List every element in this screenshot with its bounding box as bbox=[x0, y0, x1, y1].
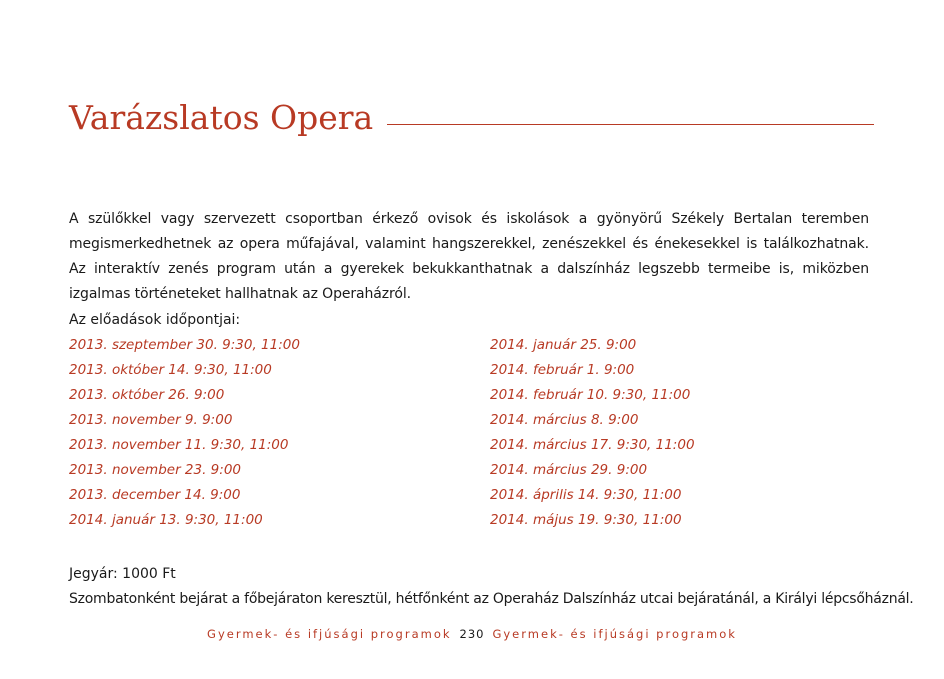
intro-paragraph bbox=[69, 207, 869, 307]
dates-heading: Az előadások időpontjai: bbox=[69, 312, 241, 328]
ticket-price: Jegyár: 1000 Ft bbox=[69, 566, 176, 582]
date-item: 2013. november 23. 9:00 bbox=[69, 462, 241, 478]
date-item: 2014. március 29. 9:00 bbox=[490, 462, 648, 478]
date-item: 2014. április 14. 9:30, 11:00 bbox=[490, 487, 682, 503]
date-item: 2014. március 8. 9:00 bbox=[490, 412, 639, 428]
date-item: 2014. március 17. 9:30, 11:00 bbox=[490, 437, 695, 453]
page-number: 230 bbox=[459, 627, 485, 641]
page-footer bbox=[0, 624, 944, 644]
date-item: 2014. február 10. 9:30, 11:00 bbox=[490, 387, 691, 403]
dates-list-left bbox=[69, 333, 300, 533]
title-rule bbox=[387, 124, 874, 125]
page-title: Varázslatos Opera bbox=[69, 98, 374, 137]
date-item: 2014. január 13. 9:30, 11:00 bbox=[69, 512, 263, 528]
date-item: 2013. október 26. 9:00 bbox=[69, 387, 225, 403]
date-item: 2013. szeptember 30. 9:30, 11:00 bbox=[69, 337, 300, 353]
date-item: 2013. november 11. 9:30, 11:00 bbox=[69, 437, 289, 453]
date-item: 2014. február 1. 9:00 bbox=[490, 362, 635, 378]
intro-text: A szülőkkel vagy szervezett csoportban érkező ovisok és iskolások a gyönyörű Székely Bertalan teremben megismerkedhetnek az opera műfajával, valamint hangszerekkel, zenészekkel és énekesekkel is találkozhatnak. Az interaktív zenés program után a gyerekek bekukkanthatnak a dalszínház legszebb termeibe is, miközben izgalmas történeteket hallhatnak az Operaházról. bbox=[69, 211, 869, 302]
date-item: 2013. október 14. 9:30, 11:00 bbox=[69, 362, 272, 378]
dates-list-right bbox=[490, 333, 695, 533]
date-item: 2014. január 25. 9:00 bbox=[490, 337, 637, 353]
footer-section-right: Gyermek- és ifjúsági programok bbox=[492, 627, 737, 641]
entrance-info: Szombatonként bejárat a főbejáraton keresztül, hétfőnként az Operaház Dalszínház utcai bejáratánál, a Királyi lépcsőháznál. bbox=[69, 591, 914, 607]
title-row bbox=[69, 88, 874, 138]
date-item: 2013. december 14. 9:00 bbox=[69, 487, 241, 503]
footer-section-left: Gyermek- és ifjúsági programok bbox=[207, 627, 452, 641]
date-item: 2014. május 19. 9:30, 11:00 bbox=[490, 512, 682, 528]
date-item: 2013. november 9. 9:00 bbox=[69, 412, 233, 428]
